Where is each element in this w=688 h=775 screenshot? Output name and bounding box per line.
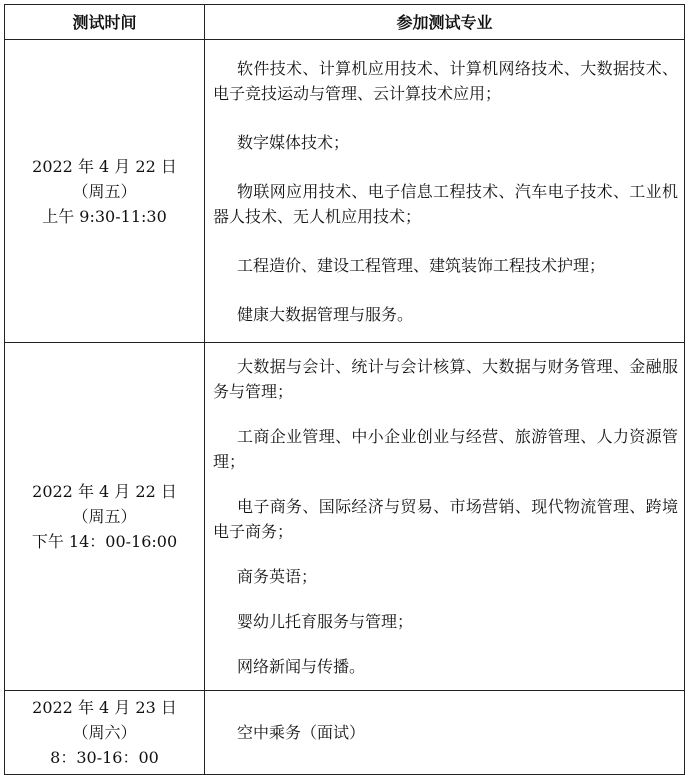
major-group: 婴幼儿托育服务与管理； bbox=[237, 612, 414, 631]
time-range-text: 上午 9:30-11:30 bbox=[42, 206, 167, 226]
major-group: 电子商务、国际经济与贸易、市场营销、现代物流管理、跨境电子商务； bbox=[213, 497, 678, 541]
majors-cell bbox=[205, 40, 685, 343]
time-cell bbox=[5, 343, 205, 691]
weekday-text: （周五） bbox=[72, 181, 137, 201]
time-cell bbox=[5, 40, 205, 343]
header-majors: 参加测试专业 bbox=[205, 5, 685, 40]
major-group: 物联网应用技术、电子信息工程技术、汽车电子技术、工业机器人技术、无人机应用技术； bbox=[213, 181, 678, 226]
major-group: 空中乘务（面试） bbox=[237, 723, 366, 742]
date-text: 2022 年 4 月 22 日 bbox=[32, 156, 177, 176]
time-range-text: 下午 14：00-16:00 bbox=[31, 532, 178, 551]
header-time: 测试时间 bbox=[5, 5, 205, 40]
table-row bbox=[5, 40, 685, 343]
majors-cell bbox=[205, 691, 685, 775]
major-group: 工程造价、建设工程管理、建筑装饰工程技术护理； bbox=[237, 255, 606, 275]
date-text: 2022 年 4 月 23 日 bbox=[32, 698, 177, 717]
header-row bbox=[5, 5, 685, 40]
table-row bbox=[5, 691, 685, 775]
weekday-text: （周六） bbox=[72, 723, 137, 742]
major-group: 工商企业管理、中小企业创业与经营、旅游管理、人力资源管理； bbox=[213, 427, 678, 471]
major-group: 软件技术、计算机应用技术、计算机网络技术、大数据技术、电子竞技运动与管理、云计算技术应用； bbox=[213, 58, 678, 103]
exam-schedule-table bbox=[4, 4, 685, 775]
time-cell bbox=[5, 691, 205, 775]
weekday-text: （周五） bbox=[72, 507, 137, 526]
time-range-text: 8：30-16：00 bbox=[50, 748, 159, 767]
major-group: 商务英语； bbox=[237, 567, 318, 586]
table-row bbox=[5, 343, 685, 691]
date-text: 2022 年 4 月 22 日 bbox=[32, 482, 177, 501]
majors-cell bbox=[205, 343, 685, 691]
major-group: 健康大数据管理与服务。 bbox=[237, 304, 414, 324]
major-group: 网络新闻与传播。 bbox=[237, 657, 366, 676]
major-group: 数字媒体技术； bbox=[237, 132, 350, 152]
major-group: 大数据与会计、统计与会计核算、大数据与财务管理、金融服务与管理； bbox=[213, 357, 678, 401]
